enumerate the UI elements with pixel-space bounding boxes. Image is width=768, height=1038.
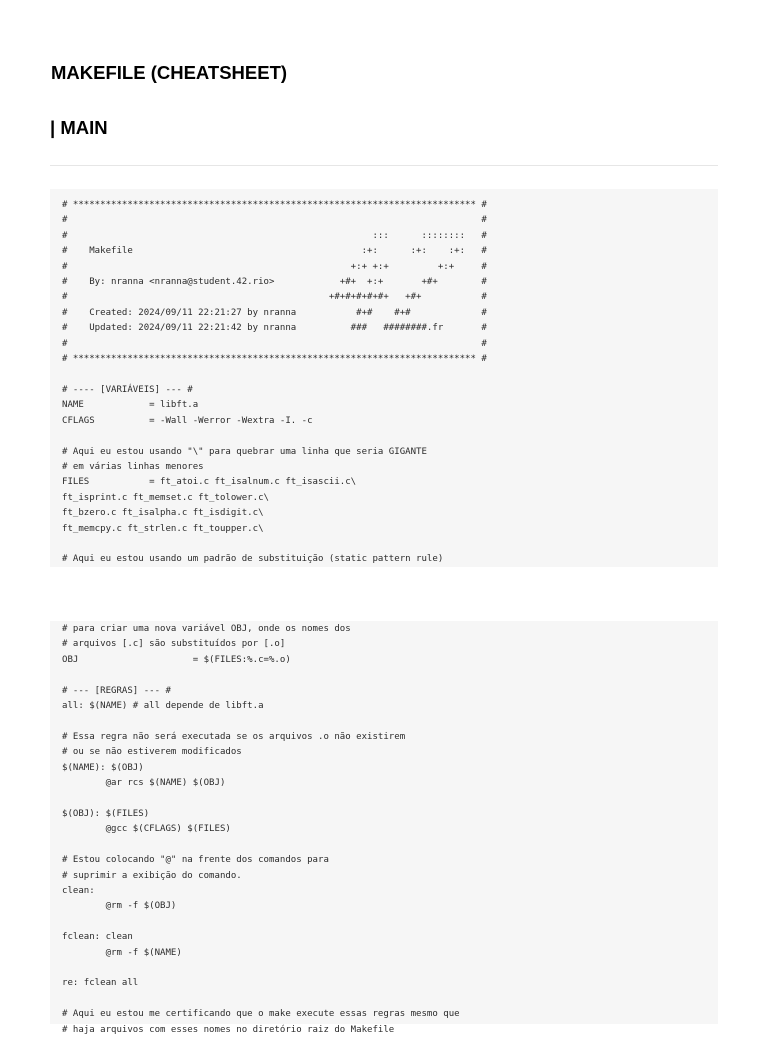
makefile-code-block-1: # ************************************************************************** # # # # ::: :::::::: # # Makefile :+: :+: :+: # # +:+ +:+ +:+ # # By: nranna <nranna@student.42.rio> +#+ +:+ +#+ # # +#+#+#+#+#+ +#+ # # Created: 2024/09/11 22:21:27 by nranna #+# #+# # # Updated: 2024/09/11 22:21:42 by nranna ### ########.fr # # # # ************************************************************************** # # ---- [VARIÁVEIS] --- # NAME = libft.a CFLAGS = -Wall -Werror -Wextra -I. -c # Aqui eu estou usando "\" para quebrar uma linha que seria GIGANTE # em várias linhas menores FILES = ft_atoi.c ft_isalnum.c ft_isascii.c\ ft_isprint.c ft_memset.c ft_tolower.c\ ft_bzero.c ft_isalpha.c ft_isdigit.c\ ft_memcpy.c ft_strlen.c ft_toupper.c\ # Aqui eu estou usando um padrão de substituição (static pattern rule) xyxy=(50,189,718,567)
section-heading-main: | MAIN xyxy=(50,117,108,138)
makefile-code-block-2: # para criar uma nova variável OBJ, onde os nomes dos # arquivos [.c] são substituídos por [.o] OBJ = $(FILES:%.c=%.o) # --- [REGRAS] --- # all: $(NAME) # all depende de libft.a # Essa regra não será executada se os arquivos .o não existirem # ou se não estiverem modificados $(NAME): $(OBJ) @ar rcs $(NAME) $(OBJ) $(OBJ): $(FILES) @gcc $(CFLAGS) $(FILES) # Estou colocando "@" na frente dos comandos para # suprimir a exibição do comando. clean: @rm -f $(OBJ) fclean: clean @rm -f $(NAME) re: fclean all # Aqui eu estou me certificando que o make execute essas regras mesmo que # haja arquivos com esses nomes no diretório raiz do Makefile xyxy=(50,621,718,1024)
section-divider xyxy=(50,165,718,166)
document-title: MAKEFILE (CHEATSHEET) xyxy=(51,62,288,83)
